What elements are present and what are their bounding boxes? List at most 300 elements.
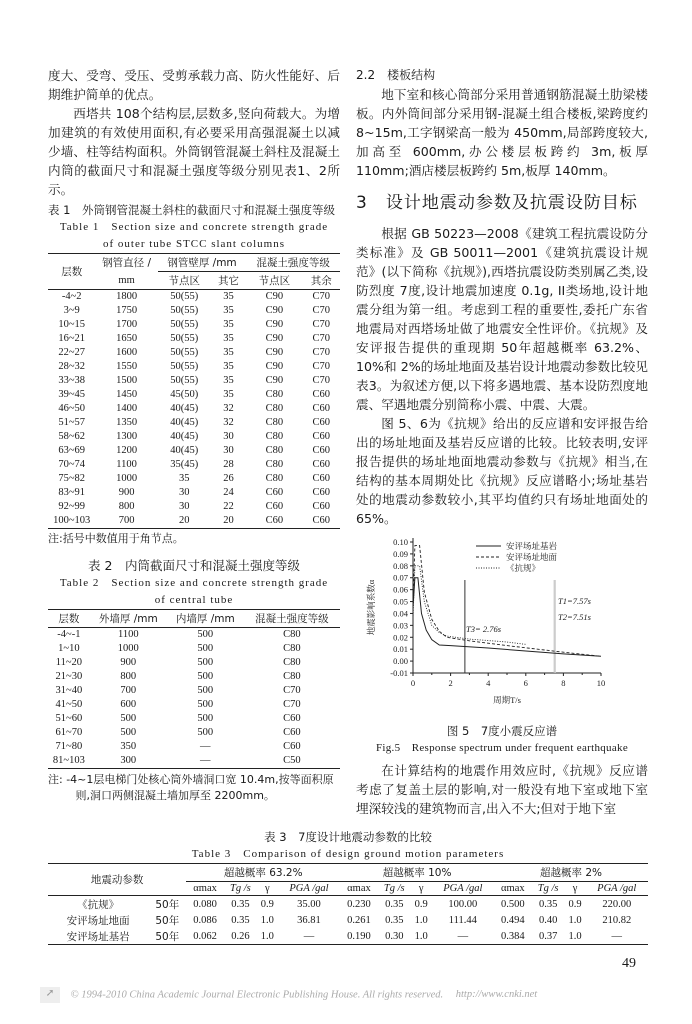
table-row <box>48 712 340 726</box>
table-cell: 10~15 <box>58 319 86 330</box>
sub-header: αmax <box>193 883 217 894</box>
table-cell: 32 <box>223 417 234 428</box>
table-row <box>48 754 340 769</box>
table-cell: 500 <box>197 629 214 640</box>
table-cell: 1000 <box>117 643 139 654</box>
x-tick-label: 2 <box>448 678 453 688</box>
table-row <box>48 388 340 402</box>
table-cell: 40(45) <box>170 403 199 414</box>
table-cell: C80 <box>283 643 301 654</box>
table-cell: C60 <box>265 501 284 512</box>
table-row <box>48 514 340 529</box>
legend-label: 安评场址基岩 <box>506 541 558 551</box>
table-cell: 0.500 <box>501 898 525 910</box>
subsection-heading: 2.2 楼板结构 <box>356 68 436 82</box>
table-cell: — <box>200 755 211 766</box>
table1-caption-en: of outer tube STCC slant columns <box>102 238 285 250</box>
table-cell: 50(55) <box>170 361 199 372</box>
table-cell: 28 <box>223 459 234 470</box>
sub-header: Tg /s <box>537 883 559 894</box>
table-cell: C80 <box>265 389 284 400</box>
table-cell: 1300 <box>116 431 138 442</box>
table-cell: 0.062 <box>193 930 217 942</box>
x-tick-label: 8 <box>561 678 566 688</box>
table-cell: 75~82 <box>58 473 86 484</box>
table-cell: 500 <box>197 643 214 654</box>
figure-caption-en: Fig.5 Response spectrum under frequent earthquake <box>375 742 629 754</box>
table-cell: 220.00 <box>602 898 632 910</box>
table-cell: C60 <box>312 515 330 526</box>
table-cell: C60 <box>312 487 330 498</box>
table-cell: C80 <box>265 459 284 470</box>
table-row <box>48 304 340 318</box>
table-cell: C60 <box>312 445 330 456</box>
table-row <box>48 318 340 332</box>
col-header-rest: 其余 <box>310 275 332 287</box>
table-row <box>48 402 340 416</box>
section-heading: 3 设计地震动参数及抗震设防目标 <box>356 193 638 213</box>
table-cell: 61~70 <box>55 727 83 738</box>
table-row <box>48 486 340 500</box>
table-cell: 11~20 <box>55 657 83 668</box>
table3-caption-en: Table 3 Comparison of design ground motion parameters <box>191 848 505 860</box>
table-cell: 111.44 <box>448 914 477 926</box>
table-cell: 0.35 <box>231 898 250 910</box>
x-axis-title: 周期T/s <box>493 695 521 705</box>
table-cell: 0.080 <box>193 898 217 910</box>
period-marker-label: T1=7.57s <box>558 596 591 606</box>
table-cell: C70 <box>312 333 330 344</box>
table-cell: 0.190 <box>347 930 371 942</box>
table-row <box>48 374 340 388</box>
table-cell: 22~27 <box>58 347 86 358</box>
row-period: 50年 <box>155 914 180 927</box>
table-cell: 500 <box>120 727 137 738</box>
figure-caption-cn: 图 5 7度小震反应谱 <box>446 724 558 738</box>
table-cell: 35 <box>223 389 234 400</box>
table-cell: C60 <box>312 473 330 484</box>
table-cell: 40(45) <box>170 431 199 442</box>
period-marker-label: T3= 2.76s <box>466 624 502 634</box>
table-cell: C80 <box>265 417 284 428</box>
table-cell: 500 <box>197 671 214 682</box>
footer-copyright: © 1994-2010 China Academic Journal Electronic Publishing House. All rights reserved. <box>70 989 444 1001</box>
table-cell: C80 <box>265 445 284 456</box>
two-column-body <box>48 66 648 818</box>
table-cell: 0.9 <box>414 898 428 910</box>
table1-caption-en: Table 1 Section size and concrete strength grade <box>59 221 329 233</box>
table-cell: 0.9 <box>568 898 582 910</box>
row-period: 50年 <box>155 898 180 911</box>
table-row <box>48 290 340 305</box>
table-cell: 30 <box>223 431 234 442</box>
table-cell: C90 <box>265 375 284 386</box>
page-number: 49 <box>622 956 636 971</box>
table-cell: 0.37 <box>538 930 558 942</box>
table-cell: 1600 <box>116 347 138 358</box>
table-cell: C90 <box>265 361 284 372</box>
left-column <box>48 66 340 818</box>
col-header-node: 节点区 <box>168 275 201 287</box>
table-cell: 35 <box>223 305 234 316</box>
col-header-thickness: 钢管壁厚 /mm <box>158 254 246 272</box>
table-cell: C70 <box>312 291 330 302</box>
y-tick-label: 0.07 <box>393 572 408 583</box>
table-cell: 35 <box>179 473 190 484</box>
table-cell: C60 <box>265 487 284 498</box>
table-cell: C80 <box>265 403 284 414</box>
table-row <box>48 346 340 360</box>
table-cell: 350 <box>120 741 137 752</box>
table-cell: C70 <box>312 319 330 330</box>
table-cell: 41~50 <box>55 699 83 710</box>
col-header-floors: 层数 <box>61 266 83 278</box>
y-tick-label: 0.03 <box>393 620 408 631</box>
table-cell: C60 <box>312 389 330 400</box>
table-cell: 92~99 <box>58 501 86 512</box>
row-period: 50年 <box>155 930 180 943</box>
legend-label: 安评场址地面 <box>506 552 558 562</box>
table-cell: 35 <box>223 361 234 372</box>
table2-caption-en: Table 2 Section size and concrete strength grade <box>59 577 329 589</box>
sub-header: Tg /s <box>383 883 405 894</box>
table-cell: 40(45) <box>170 445 199 456</box>
table-cell: 70~74 <box>58 459 86 470</box>
y-axis-title: 地震影响系数α <box>366 579 376 636</box>
table-row <box>48 444 340 458</box>
table2 <box>48 609 340 769</box>
table-row <box>48 698 340 712</box>
table-cell: 300 <box>120 755 137 766</box>
table-cell: 1650 <box>116 333 138 344</box>
sub-header: PGA /gal <box>289 883 329 894</box>
table-cell: 63~69 <box>58 445 86 456</box>
table2-caption-cn: 表 2 内筒截面尺寸和混凝土强度等级 <box>88 558 300 573</box>
sub-header: γ <box>418 883 424 894</box>
table-cell: 24 <box>223 487 234 498</box>
y-tick-label: 0.00 <box>393 656 408 667</box>
table-cell: 51~60 <box>55 713 83 724</box>
table-cell: 0.35 <box>231 914 250 926</box>
paragraph: 根据 GB 50223—2008《建筑工程抗震设防分类标准》及 GB 50011—2001《建筑抗震设计规范》(以下简称《抗规》),西塔抗震设防类别属乙类,设防烈度 7度,设计地震加速度 0.1g, II类场地,设计地震分组为第一组。考虑到工程的重要性,委托广东省地震局对西塔场址做了地震安全性评价。《抗规》及安评报告提供的重现期 50年超越概率 63.2%、10%和 2%的场址地面及基岩设计地震动参数比较见表3。为叙述方便,以下将多遇地震、基本设防烈度地震、罕遇地震分别简称小震、中震、大震。 <box>356 226 648 412</box>
row-label: 《抗规》 <box>77 898 120 911</box>
table-cell: 100.00 <box>448 898 478 910</box>
table-cell: C50 <box>283 755 301 766</box>
table-cell: 1550 <box>116 361 138 372</box>
paragraph: 在计算结构的地震作用效应时,《抗规》反应谱考虑了复盖土层的影响,对一般没有地下室或地下室埋深较浅的建筑物而言,出入不大;但对于地下室 <box>356 763 648 816</box>
table-cell: 40(45) <box>170 417 199 428</box>
table-cell: C70 <box>283 685 301 696</box>
table-row <box>48 670 340 684</box>
table-cell: 3~9 <box>63 305 80 316</box>
col-header: 内墙厚 /mm <box>175 613 235 625</box>
table-row <box>48 642 340 656</box>
table-cell: 39~45 <box>58 389 86 400</box>
right-column <box>356 66 648 818</box>
table-cell: C80 <box>283 629 301 640</box>
table-cell: C70 <box>312 347 330 358</box>
table-cell: 0.494 <box>501 914 525 926</box>
table-cell: 35 <box>223 291 234 302</box>
col-header-other: 其它 <box>218 275 240 287</box>
table-cell: -4~-1 <box>57 629 81 640</box>
table-cell: 800 <box>118 501 135 512</box>
table-cell: 35 <box>223 375 234 386</box>
table-cell: 500 <box>197 727 214 738</box>
row-label: 安评场址地面 <box>66 914 130 927</box>
table-cell: 0.230 <box>347 898 371 910</box>
table-cell: 500 <box>197 685 214 696</box>
table-cell: 1~10 <box>58 643 80 654</box>
table-cell: 1100 <box>116 459 137 470</box>
table-cell: C70 <box>283 699 301 710</box>
table-row <box>48 500 340 514</box>
table-cell: 0.35 <box>385 914 404 926</box>
row-label: 安评场址基岩 <box>66 930 130 943</box>
table-cell: 0.384 <box>501 930 525 942</box>
table-cell: 800 <box>120 671 137 682</box>
x-tick-label: 0 <box>410 678 416 688</box>
table-row <box>48 458 340 472</box>
table-cell: 1750 <box>116 305 138 316</box>
y-tick-label: 0.05 <box>393 596 408 607</box>
table-row <box>48 740 340 754</box>
table-cell: 20 <box>223 515 234 526</box>
response-spectrum-chart <box>356 532 626 722</box>
col-header-grade: 混凝土强度等级 <box>246 254 340 272</box>
table-cell: 31~40 <box>55 685 83 696</box>
table-cell: 35.00 <box>297 898 321 910</box>
table-cell: 500 <box>197 657 214 668</box>
sub-header: γ <box>265 883 270 894</box>
table-cell: 16~21 <box>58 333 86 344</box>
table-cell: 50(55) <box>170 333 199 344</box>
period-marker-label: T2=7.51s <box>558 612 591 622</box>
col-header-params: 地震动参数 <box>90 874 144 886</box>
table-cell: 0.26 <box>231 930 250 942</box>
table-cell: 100~103 <box>53 515 91 526</box>
table-cell: 210.82 <box>602 914 632 926</box>
x-tick-label: 6 <box>523 678 528 688</box>
table-cell: 45(50) <box>170 389 199 400</box>
table-cell: 83~91 <box>58 487 86 498</box>
table1-note: 注:括号中数值用于角节点。 <box>48 532 184 545</box>
table-row <box>48 928 648 945</box>
table-cell: 1350 <box>116 417 138 428</box>
x-tick-label: 4 <box>486 678 491 688</box>
col-header: 混凝土强度等级 <box>255 613 329 625</box>
table-row <box>48 416 340 430</box>
table-cell: 51~57 <box>58 417 86 428</box>
table-cell: 0.35 <box>385 898 404 910</box>
table-cell: 35 <box>223 333 234 344</box>
table-cell: 0.261 <box>347 914 371 926</box>
table-cell: 900 <box>118 487 135 498</box>
sub-header: Tg /s <box>230 883 251 894</box>
table-row <box>48 726 340 740</box>
table-cell: C70 <box>312 305 330 316</box>
y-tick-label: -0.01 <box>390 668 408 678</box>
table-cell: C90 <box>265 319 284 330</box>
table-cell: -4~2 <box>61 291 82 302</box>
table-cell: — <box>457 930 469 942</box>
table-cell: 1000 <box>116 473 138 484</box>
table-cell: 1.0 <box>260 930 274 942</box>
table-cell: C60 <box>312 501 330 512</box>
table-cell: — <box>611 930 623 942</box>
table-cell: C80 <box>265 431 284 442</box>
table-cell: C90 <box>265 305 284 316</box>
table-cell: 50(55) <box>170 375 199 386</box>
table3 <box>48 863 648 945</box>
table-cell: 50(55) <box>170 291 199 302</box>
table-cell: 33~38 <box>58 375 86 386</box>
table-cell: 500 <box>120 713 137 724</box>
table-cell: 28~32 <box>58 361 86 372</box>
table-cell: 20 <box>179 515 190 526</box>
table-cell: C60 <box>283 713 301 724</box>
table-cell: 700 <box>118 515 135 526</box>
table2-note: 注: -4~1层电梯门处核心筒外墙洞口宽 10.4m,按等面积原则,洞口两侧混凝土墙加厚至 2200mm。 <box>48 773 334 802</box>
y-tick-label: 0.04 <box>393 608 408 619</box>
table-cell: — <box>200 741 211 752</box>
y-tick-label: 0.09 <box>393 548 408 559</box>
table-cell: 600 <box>120 699 137 710</box>
table-cell: C70 <box>312 375 330 386</box>
x-tick-label: 10 <box>596 678 606 688</box>
table-cell: C60 <box>312 417 330 428</box>
table-cell: 46~50 <box>58 403 86 414</box>
table-cell: C60 <box>312 431 330 442</box>
table-row <box>48 332 340 346</box>
table-cell: C90 <box>265 333 284 344</box>
sub-header: αmax <box>347 883 371 894</box>
table-cell: 0.086 <box>193 914 217 926</box>
y-tick-label: 0.06 <box>393 584 408 595</box>
table-cell: 36.81 <box>297 914 321 926</box>
table-cell: 0.9 <box>260 898 274 910</box>
table-cell: 1.0 <box>414 914 428 926</box>
y-tick-label: 0.02 <box>393 632 408 643</box>
col-header-diameter: 钢管直径 / <box>102 257 152 270</box>
sub-header: PGA /gal <box>597 883 637 894</box>
table-cell: — <box>303 930 315 942</box>
paragraph: 西塔共 108个结构层,层数多,竖向荷载大。为增加建筑的有效使用面积,有必要采用高强混凝土以减少墙、柱等结构面积。外筒钢管混凝土斜柱及混凝土内筒的截面尺寸和混凝土强度等级分别见表1、2所示。 <box>48 106 340 197</box>
table-cell: 1200 <box>116 445 138 456</box>
group-header: 超越概率 2% <box>494 864 648 882</box>
cnki-logo-icon: ➚ <box>40 987 60 1003</box>
table-cell: 1700 <box>116 319 138 330</box>
table-cell: 0.30 <box>385 930 404 942</box>
table-cell: C80 <box>283 671 301 682</box>
table-cell: 1450 <box>116 389 138 400</box>
table-cell: 58~62 <box>58 431 86 442</box>
table-cell: 22 <box>223 501 234 512</box>
table-cell: 900 <box>120 657 137 668</box>
table2-caption-en: of central tube <box>154 594 234 606</box>
table-cell: 1.0 <box>414 930 428 942</box>
table-cell: 1.0 <box>260 914 274 926</box>
y-tick-label: 0.01 <box>393 644 408 655</box>
table1 <box>48 253 340 529</box>
table-cell: 1.0 <box>568 930 582 942</box>
table-cell: 1400 <box>116 403 138 414</box>
paragraph: 地下室和核心筒部分采用普通钢筋混凝土肋梁楼板。内外筒间部分采用钢-混凝土组合楼板,梁跨度约 8~15m,工字钢梁高一般为 450mm,局部跨度较大,加高至 600mm,办公楼层板跨约 3m,板厚 110mm;酒店楼层板跨约 5m,板厚 140mm。 <box>356 87 648 178</box>
paragraph: 度大、受弯、受压、受剪承载力高、防火性能好、后期维护简单的优点。 <box>48 68 340 102</box>
table-cell: 1100 <box>117 629 139 640</box>
table-cell: 71~80 <box>55 741 83 752</box>
table-cell: C80 <box>265 473 284 484</box>
footer-url[interactable]: http://www.cnki.net <box>455 989 538 1001</box>
table-cell: C90 <box>265 347 284 358</box>
table-row <box>48 896 648 913</box>
table3-caption-cn: 表 3 7度设计地震动参数的比较 <box>264 830 432 844</box>
sub-header: γ <box>572 883 578 894</box>
col-header: 外墙厚 /mm <box>98 613 158 625</box>
table-cell: 1500 <box>116 375 138 386</box>
col-header-diameter-unit: mm <box>118 274 135 286</box>
table-cell: C60 <box>283 741 301 752</box>
table-cell: 50(55) <box>170 319 199 330</box>
y-tick-label: 0.10 <box>393 537 408 547</box>
table-row <box>48 430 340 444</box>
y-tick-label: 0.08 <box>393 560 408 571</box>
table3-block <box>48 828 648 945</box>
table-cell: 35 <box>223 347 234 358</box>
table-cell: 26 <box>223 473 234 484</box>
table-cell: C60 <box>312 403 330 414</box>
table-cell: C90 <box>265 291 284 302</box>
table-cell: C60 <box>283 727 301 738</box>
table-cell: 30 <box>223 445 234 456</box>
col-header: 层数 <box>58 613 80 625</box>
table-cell: 700 <box>120 685 137 696</box>
col-header-node: 节点区 <box>258 275 291 287</box>
table-row <box>48 684 340 698</box>
sub-header: PGA /gal <box>443 883 483 894</box>
legend-label: 《抗规》 <box>506 563 541 573</box>
footer <box>40 987 660 1007</box>
table-cell: 500 <box>197 699 214 710</box>
group-header: 超越概率 63.2% <box>186 864 340 882</box>
table-cell: 21~30 <box>55 671 83 682</box>
table-cell: 500 <box>197 713 214 724</box>
table-cell: 30 <box>179 501 190 512</box>
table-cell: 35 <box>223 319 234 330</box>
table-cell: 30 <box>179 487 190 498</box>
table-cell: 50(55) <box>170 347 199 358</box>
table-cell: 1800 <box>116 291 138 302</box>
table-cell: 0.40 <box>538 914 558 926</box>
table-cell: 0.35 <box>538 898 558 910</box>
table-cell: 50(55) <box>170 305 199 316</box>
table-cell: 35(45) <box>170 459 199 470</box>
paragraph: 图 5、6为《抗规》给出的反应谱和安评报告给出的场址地面及基岩反应谱的比较。比较表明,安评报告提供的场址地面地震动参数与《抗规》相当,在结构的基本周期处比《抗规》反应谱略小;场址基岩处的地震动参数较小,其平均值约只有场址地面处的 65%。 <box>356 416 648 526</box>
group-header: 超越概率 10% <box>340 864 494 882</box>
table-row <box>48 912 648 928</box>
table-cell: C60 <box>265 515 284 526</box>
table-row <box>48 472 340 486</box>
table-cell: 1.0 <box>568 914 582 926</box>
table-row <box>48 360 340 374</box>
table-cell: 32 <box>223 403 234 414</box>
table1-caption-cn: 表 1 外筒钢管混凝土斜柱的截面尺寸和混凝土强度等级 <box>48 203 335 217</box>
table-cell: 81~103 <box>52 755 85 766</box>
table-row <box>48 628 340 643</box>
table-cell: C70 <box>312 361 330 372</box>
table-cell: C60 <box>312 459 330 470</box>
sub-header: αmax <box>501 883 525 894</box>
